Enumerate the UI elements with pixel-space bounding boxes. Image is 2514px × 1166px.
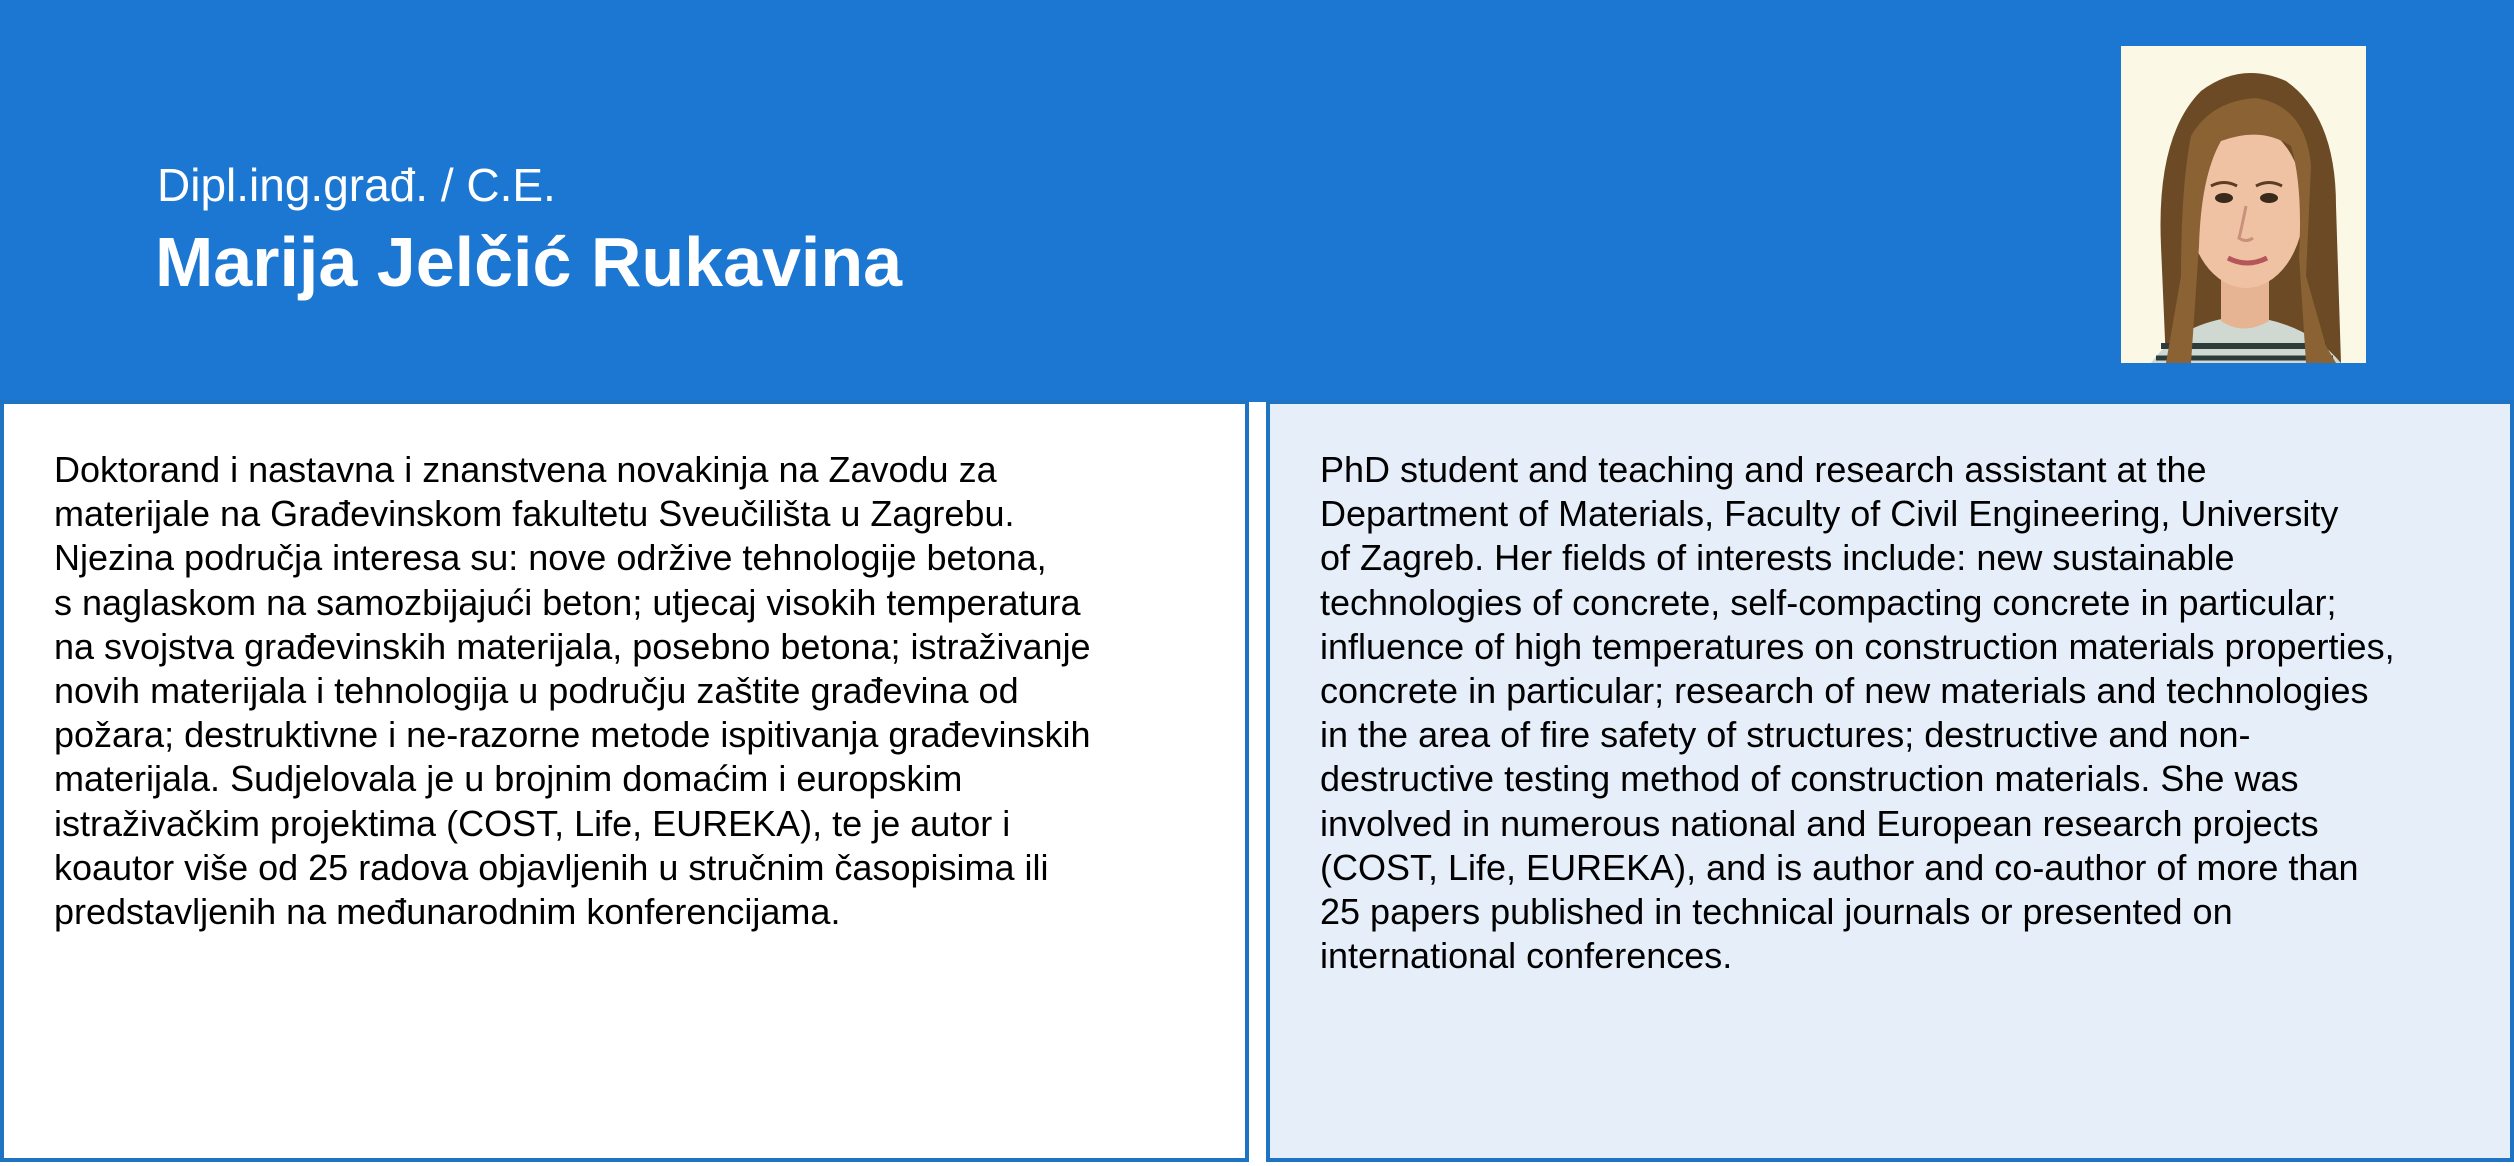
portrait-icon xyxy=(2121,46,2366,363)
bio-text-english: PhD student and teaching and research assistant at the Department of Materials, Faculty of Civil Engineering, University of Zagreb. Her fields of interests include: new sustainable technologies of concrete, self-compacting concrete in particular; influence of high temperatures on construction materials properties, concrete in particular; research of new materials and technologies in the area of fire safety of structures; destructive and non- destructive testing method of construction materials. She was involved in numerous national and European research projects (COST, Life, EUREKA), and is author and co-author of more than 25 papers published in technical journals or presented on international conferences. xyxy=(1320,449,2395,977)
bio-panel-english xyxy=(1266,400,2514,1162)
header-banner xyxy=(0,0,2514,402)
person-name: Marija Jelčić Rukavina xyxy=(155,223,903,301)
portrait-photo xyxy=(2121,46,2366,363)
bio-text-croatian: Doktorand i nastavna i znanstvena novakinja na Zavodu za materijale na Građevinskom fakultetu Sveučilišta u Zagrebu. Njezina područja interesa su: nove održive tehnologije betona, s naglaskom na samozbijajući beton; utjecaj visokih temperatura na svojstva građevinskih materijala, posebno betona; istraživanje novih materijala i tehnologija u području zaštite građevina od požara; destruktivne i ne-razorne metode ispitivanja građevinskih materijala. Sudjelovala je u brojnim domaćim i europskim istraživačkim projektima (COST, Life, EUREKA), te je autor i koautor više od 25 radova objavljenih u stručnim časopisima ili predstavljenih na međunarodnim konferencijama. xyxy=(54,449,1091,933)
bio-panel-croatian xyxy=(0,400,1249,1162)
academic-title: Dipl.ing.građ. / C.E. xyxy=(157,159,556,211)
